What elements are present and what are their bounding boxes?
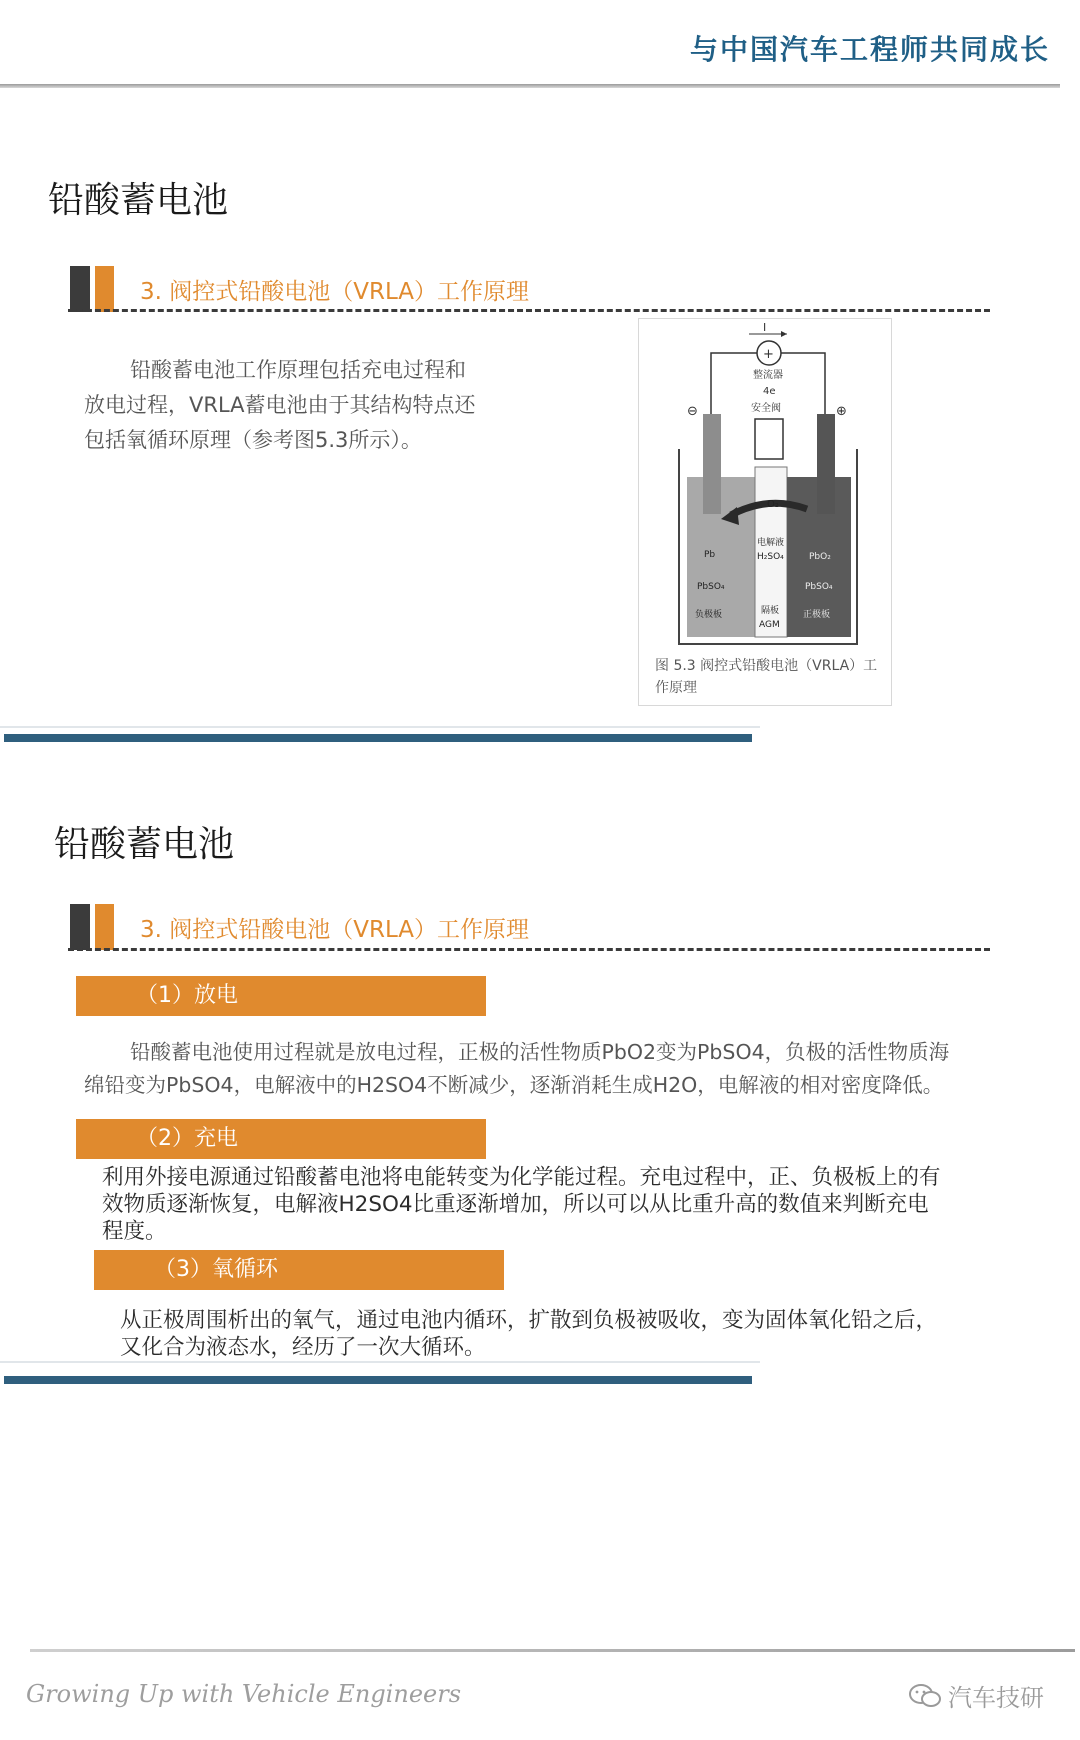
current-label: I — [763, 321, 767, 334]
oxygen-label: O₂ — [767, 499, 779, 510]
pbso4-right-label: PbSO₄ — [805, 582, 833, 592]
paragraph-line: 包括氧循环原理（参考图5.3所示）。 — [84, 428, 422, 452]
discharge-text — [84, 1036, 1044, 1102]
header-slogan: 与中国汽车工程师共同成长 — [689, 33, 1050, 66]
h2so4-label: H₂SO₄ — [757, 552, 784, 562]
slide-divider-bar — [4, 734, 752, 742]
paragraph-line: 程度。 — [102, 1219, 167, 1244]
discharge-label: （1）放电 — [76, 976, 486, 1016]
pb-label: Pb — [704, 550, 716, 560]
electron-label: 4e — [763, 386, 776, 397]
svg-text:+: + — [763, 347, 774, 362]
rectifier-label: 整流器 — [753, 370, 783, 381]
pbso4-left-label: PbSO₄ — [697, 582, 725, 592]
paragraph-line: 效物质逐渐恢复，电解液H2SO4比重逐渐增加，所以可以从比重升高的数值来判断充电 — [102, 1192, 929, 1217]
slide2-title: 铅酸蓄电池 — [54, 824, 235, 865]
paragraph-line: 铅酸蓄电池工作原理包括充电过程和 — [130, 358, 466, 382]
paragraph-line: 绵铅变为PbSO4，电解液中的H2SO4不断减少，逐渐消耗生成H2O，电解液的相对密度降低。 — [84, 1073, 944, 1097]
figure-vrla-diagram — [638, 318, 892, 706]
paragraph-line: 从正极周围析出的氧气，通过电池内循环，扩散到负极被吸收，变为固体氧化铅之后， — [120, 1308, 938, 1333]
footer-divider — [30, 1649, 1075, 1652]
section-dashed-divider — [68, 309, 990, 312]
caption-line: 图 5.3 阀控式铅酸电池（VRLA）工 — [655, 658, 878, 674]
slide1-section-heading: 3. 阀控式铅酸电池（VRLA）工作原理 — [140, 279, 530, 305]
charge-label: （2）充电 — [76, 1119, 486, 1159]
caption-line: 作原理 — [655, 680, 697, 696]
paragraph-line: 利用外接电源通过铅酸蓄电池将电能转变为化学能过程。充电过程中，正、负极板上的有 — [102, 1165, 941, 1190]
slide2-section-heading: 3. 阀控式铅酸电池（VRLA）工作原理 — [140, 917, 530, 943]
paragraph-line: 铅酸蓄电池使用过程就是放电过程，正极的活性物质PbO2变为PbSO4，负极的活性物质海 — [130, 1040, 950, 1064]
footer-slogan: Growing Up with Vehicle Engineers — [26, 1680, 462, 1708]
slide-divider-bar — [4, 1376, 752, 1384]
figure-caption — [655, 655, 885, 699]
paragraph-line: 又化合为液态水，经历了一次大循环。 — [120, 1335, 486, 1360]
pbo2-label: PbO₂ — [809, 552, 831, 562]
pos-plate-label: 正极板 — [803, 610, 831, 620]
plus-terminal-icon: ⊕ — [836, 404, 847, 419]
oxygen-cycle-label: （3）氧循环 — [94, 1250, 504, 1290]
header-divider — [0, 84, 1060, 88]
vrla-battery-diagram — [639, 319, 891, 649]
slide1-title: 铅酸蓄电池 — [48, 180, 229, 221]
neg-plate-label: 负极板 — [695, 610, 723, 620]
slide1-paragraph — [84, 353, 524, 458]
section-marker-icon — [70, 266, 114, 312]
separator-label: 隔板 — [761, 606, 780, 616]
minus-terminal-icon: ⊖ — [687, 404, 698, 419]
slide-divider-thin — [0, 726, 760, 728]
charge-text — [102, 1164, 1002, 1245]
watermark — [908, 1678, 1044, 1713]
watermark-text: 汽车技研 — [948, 1684, 1044, 1712]
section-dashed-divider — [68, 948, 990, 951]
slide-divider-thin — [0, 1361, 760, 1363]
oxygen-cycle-text — [120, 1307, 1020, 1361]
paragraph-line: 放电过程，VRLA蓄电池由于其结构特点还 — [84, 393, 476, 417]
section-marker-icon — [70, 904, 114, 950]
safety-valve-label: 安全阀 — [751, 403, 781, 414]
agm-label: AGM — [759, 620, 780, 630]
electrolyte-label: 电解液 — [757, 538, 785, 548]
wechat-icon — [908, 1683, 942, 1709]
